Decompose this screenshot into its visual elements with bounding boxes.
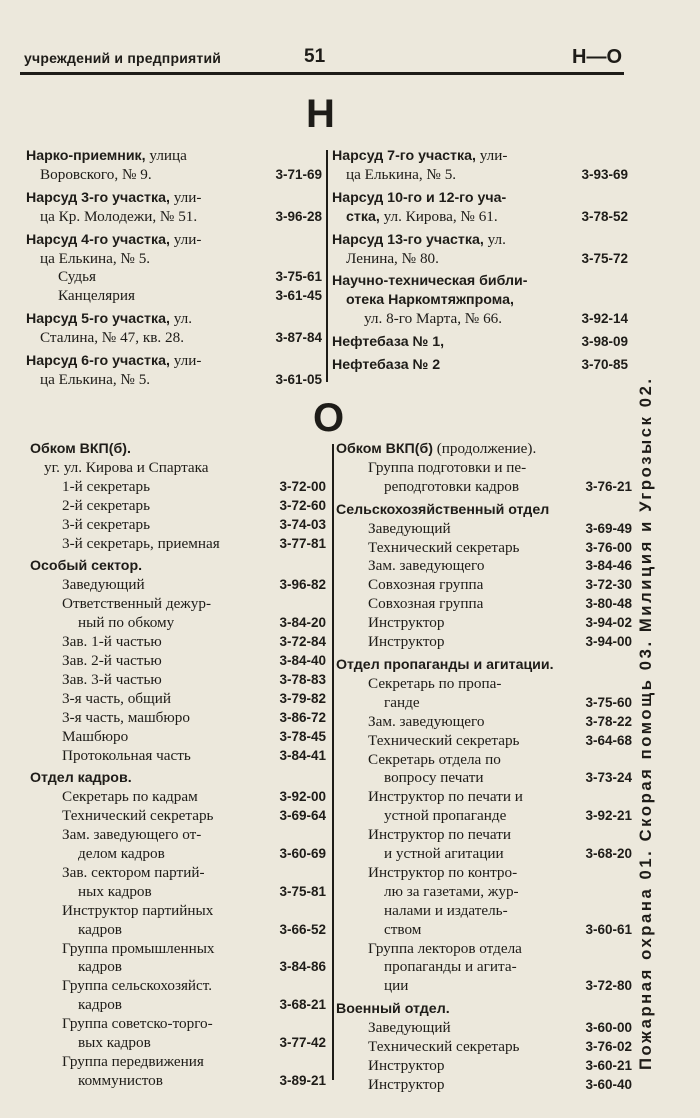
column-divider-n xyxy=(326,150,328,382)
entry-text: Нарсуд 3-го участка, ули- xyxy=(26,188,202,206)
directory-entry xyxy=(336,788,632,807)
directory-entry xyxy=(336,478,632,497)
entry-text: Группа сельскохозяйст. xyxy=(62,977,213,995)
directory-entry xyxy=(332,166,628,185)
entry-text: Технический секретарь xyxy=(368,538,520,556)
entry-text: кадров xyxy=(78,920,122,938)
directory-entry xyxy=(336,807,632,826)
directory-entry xyxy=(336,921,632,940)
entry-text: отека Наркомтяжпрома, xyxy=(346,292,514,309)
directory-entry xyxy=(336,633,632,652)
phone-number: 3-75-61 xyxy=(275,269,322,285)
phone-number: 3-84-40 xyxy=(279,652,326,668)
directory-entry xyxy=(30,864,326,883)
directory-entry xyxy=(336,1057,632,1076)
phone-number: 3-61-05 xyxy=(275,371,322,387)
entry-text: Совхозная группа xyxy=(368,595,484,613)
o-right-column xyxy=(336,440,632,1095)
directory-entry xyxy=(332,291,628,310)
phone-number: 3-73-24 xyxy=(585,770,632,786)
entry-text: Сельскохозяйственный отдел xyxy=(336,501,550,518)
directory-entry xyxy=(336,1038,632,1057)
entry-text: делом кадров xyxy=(78,845,165,863)
entry-text: Ленина, № 80. xyxy=(346,249,439,267)
directory-entry xyxy=(332,147,628,166)
directory-entry xyxy=(336,713,632,732)
entry-text: Инструктор по печати и xyxy=(368,788,523,806)
entry-text: ством xyxy=(384,920,422,938)
directory-entry xyxy=(336,614,632,633)
entry-text: вопросу печати xyxy=(384,769,484,787)
entry-text: Зав. 2-й частью xyxy=(62,651,162,669)
phone-number: 3-60-40 xyxy=(585,1076,632,1092)
entry-text: вых кадров xyxy=(78,1034,151,1052)
directory-entry xyxy=(336,675,632,694)
phone-number: 3-92-00 xyxy=(279,789,326,805)
phone-number: 3-76-02 xyxy=(585,1039,632,1055)
column-divider-o xyxy=(332,444,334,1080)
phone-number: 3-75-81 xyxy=(279,883,326,899)
phone-number: 3-75-72 xyxy=(581,250,628,266)
phone-number: 3-94-02 xyxy=(585,615,632,631)
directory-entry xyxy=(30,902,326,921)
directory-entry xyxy=(332,250,628,269)
entry-text: Воровского, № 9. xyxy=(40,165,152,183)
entry-text: 3-я часть, машбюро xyxy=(62,708,190,726)
phone-number: 3-96-82 xyxy=(279,577,326,593)
directory-entry xyxy=(336,520,632,539)
directory-entry xyxy=(336,883,632,902)
phone-number: 3-64-68 xyxy=(585,732,632,748)
directory-entry xyxy=(30,497,326,516)
directory-entry xyxy=(30,652,326,671)
n-left-column xyxy=(26,147,322,390)
phone-number: 3-72-30 xyxy=(585,577,632,593)
phone-number: 3-69-49 xyxy=(585,520,632,536)
directory-entry xyxy=(30,728,326,747)
phone-number: 3-72-80 xyxy=(585,978,632,994)
phone-number: 3-84-41 xyxy=(279,747,326,763)
directory-entry xyxy=(30,576,326,595)
directory-entry xyxy=(336,1000,632,1019)
entry-text: Секретарь отдела по xyxy=(368,750,501,768)
entry-text: 3-й секретарь, приемная xyxy=(62,534,220,552)
directory-entry xyxy=(336,751,632,770)
entry-text: Военный отдел. xyxy=(336,1001,450,1018)
entry-text: Нарсуд 5-го участка, ул. xyxy=(26,310,193,328)
entry-text: Инструктор xyxy=(368,614,445,632)
entry-text: пропаганды и агита- xyxy=(384,958,517,976)
entry-text: Технический секретарь xyxy=(62,807,214,825)
entry-text: Группа промышленных xyxy=(62,939,215,957)
phone-number: 3-76-21 xyxy=(585,478,632,494)
directory-entry xyxy=(336,576,632,595)
directory-entry xyxy=(336,826,632,845)
phone-number: 3-84-46 xyxy=(585,558,632,574)
entry-text: Группа советско-торго- xyxy=(62,1015,213,1033)
entry-text: Инструктор по печати xyxy=(368,826,512,844)
directory-entry xyxy=(332,231,628,250)
directory-entry xyxy=(30,516,326,535)
entry-text: Нарсуд 6-го участка, ули- xyxy=(26,352,202,370)
entry-text: Отдел пропаганды и агитации. xyxy=(336,656,554,673)
directory-entry xyxy=(336,694,632,713)
entry-text: Инструктор xyxy=(368,1075,445,1093)
directory-entry xyxy=(336,958,632,977)
directory-entry xyxy=(30,709,326,728)
directory-entry xyxy=(336,1019,632,1038)
phone-number: 3-92-21 xyxy=(585,808,632,824)
entry-text: Инструктор xyxy=(368,1057,445,1074)
directory-entry xyxy=(336,940,632,959)
directory-entry xyxy=(30,845,326,864)
entry-text: устной пропаганде xyxy=(384,807,507,825)
phone-number: 3-94-00 xyxy=(585,634,632,650)
entry-text: ца Елькина, № 5. xyxy=(346,165,457,183)
entry-text: ции xyxy=(384,977,409,995)
directory-entry xyxy=(30,557,326,576)
phone-number: 3-77-81 xyxy=(279,535,326,551)
entry-text: Нарсуд 13-го участка, ул. xyxy=(332,230,506,248)
running-header-left: учреждений и предприятий xyxy=(24,50,222,66)
directory-entry xyxy=(26,371,322,390)
directory-entry xyxy=(26,268,322,287)
directory-entry xyxy=(30,747,326,766)
entry-text: Протокольная часть xyxy=(62,746,191,764)
directory-entry xyxy=(332,272,628,291)
directory-entry xyxy=(30,1034,326,1053)
entry-text: 3-й секретарь xyxy=(62,515,151,533)
entry-text: Нефтебаза № 1, xyxy=(332,334,445,351)
directory-entry xyxy=(336,557,632,576)
phone-number: 3-75-60 xyxy=(585,694,632,710)
phone-number: 3-76-00 xyxy=(585,539,632,555)
entry-text: Группа лекторов отдела xyxy=(368,939,522,957)
directory-entry xyxy=(26,208,322,227)
phone-number: 3-86-72 xyxy=(279,709,326,725)
directory-entry xyxy=(30,883,326,902)
directory-entry xyxy=(336,539,632,558)
phone-number: 3-87-84 xyxy=(275,330,322,346)
page-number: 51 xyxy=(304,46,326,67)
emergency-numbers-sidebar: Пожарная охрана 01. Скорая помощь 03. Милиция и Угрозыск 02. xyxy=(636,376,655,1070)
directory-entry xyxy=(26,329,322,348)
directory-entry xyxy=(336,501,632,520)
directory-entry xyxy=(336,459,632,478)
entry-text: Зам. заведующего xyxy=(368,712,485,730)
o-left-column xyxy=(30,440,326,1091)
directory-entry xyxy=(336,440,632,459)
directory-entry xyxy=(30,459,326,478)
entry-text: Технический секретарь xyxy=(368,731,520,749)
directory-entry xyxy=(26,310,322,329)
entry-text: кадров xyxy=(78,958,122,976)
entry-text: Заведующий xyxy=(368,1019,451,1037)
directory-entry xyxy=(30,1072,326,1091)
entry-text: Совхозная группа xyxy=(368,576,484,594)
entry-text: ца Елькина, № 5. xyxy=(40,370,151,388)
entry-text: Ответственный дежур- xyxy=(62,595,212,613)
phone-number: 3-79-82 xyxy=(279,690,326,706)
directory-entry xyxy=(30,614,326,633)
phone-number: 3-80-48 xyxy=(585,596,632,612)
header-rule xyxy=(20,72,624,75)
phone-number: 3-77-42 xyxy=(279,1035,326,1051)
phone-number: 3-68-21 xyxy=(279,997,326,1013)
directory-entry xyxy=(26,352,322,371)
entry-text: Сталина, № 47, кв. 28. xyxy=(40,329,184,347)
directory-entry xyxy=(336,1076,632,1095)
section-letter-o: О xyxy=(313,396,345,440)
phone-number: 3-71-69 xyxy=(275,166,322,182)
entry-text: Нарсуд 10-го и 12-го уча- xyxy=(332,189,507,206)
directory-entry xyxy=(332,310,628,329)
entry-text: Зав. 1-й частью xyxy=(62,633,162,651)
phone-number: 3-78-22 xyxy=(585,713,632,729)
directory-entry xyxy=(30,958,326,977)
directory-entry xyxy=(30,478,326,497)
entry-text: Технический секретарь xyxy=(368,1038,520,1056)
directory-entry xyxy=(30,788,326,807)
phone-number: 3-84-86 xyxy=(279,959,326,975)
phone-number: 3-92-14 xyxy=(581,311,628,327)
directory-entry xyxy=(30,595,326,614)
entry-text: Группа передвижения xyxy=(62,1053,204,1070)
entry-text: налами и издатель- xyxy=(384,901,508,919)
directory-entry xyxy=(30,535,326,554)
entry-text: Судья xyxy=(58,268,97,286)
entry-text: Зав. 3-й частью xyxy=(62,670,162,688)
entry-text: Обком ВКП(б) (продолжение). xyxy=(336,440,537,457)
directory-entry xyxy=(30,807,326,826)
directory-entry xyxy=(30,977,326,996)
entry-text: ца Кр. Молодежи, № 51. xyxy=(40,207,198,225)
directory-entry xyxy=(336,845,632,864)
directory-entry xyxy=(336,902,632,921)
entry-text: 2-й секретарь xyxy=(62,496,151,514)
directory-entry xyxy=(30,826,326,845)
directory-entry xyxy=(26,287,322,306)
phone-number: 3-61-45 xyxy=(275,288,322,304)
entry-text: Секретарь по кадрам xyxy=(62,788,198,806)
entry-text: стка, ул. Кирова, № 61. xyxy=(346,207,498,225)
directory-entry xyxy=(336,977,632,996)
entry-text: 1-й секретарь xyxy=(62,477,151,495)
phone-number: 3-72-60 xyxy=(279,497,326,513)
phone-number: 3-84-20 xyxy=(279,615,326,631)
entry-text: Отдел кадров. xyxy=(30,770,132,787)
entry-text: 3-я часть, общий xyxy=(62,689,171,707)
phone-number: 3-60-00 xyxy=(585,1020,632,1036)
entry-text: Научно-техническая библи- xyxy=(332,273,528,290)
directory-entry xyxy=(26,189,322,208)
directory-entry xyxy=(332,208,628,227)
phone-number: 3-89-21 xyxy=(279,1072,326,1088)
entry-text: Группа подготовки и пе- xyxy=(368,458,527,476)
entry-text: Секретарь по пропа- xyxy=(368,674,502,692)
directory-entry xyxy=(30,921,326,940)
directory-entry xyxy=(30,1053,326,1072)
directory-entry xyxy=(336,656,632,675)
phone-number: 3-60-61 xyxy=(585,921,632,937)
entry-text: Обком ВКП(б). xyxy=(30,441,131,457)
entry-text: Нарко-приемник, улица xyxy=(26,147,187,164)
directory-entry xyxy=(30,690,326,709)
entry-text: Зам. заведующего xyxy=(368,557,485,575)
running-header-range: Н—О xyxy=(572,46,622,68)
directory-entry xyxy=(332,189,628,208)
phone-number: 3-74-03 xyxy=(279,516,326,532)
directory-entry xyxy=(336,732,632,751)
directory-entry xyxy=(336,595,632,614)
phone-number: 3-78-52 xyxy=(581,208,628,224)
section-letter-n: Н xyxy=(306,92,335,136)
phone-number: 3-98-09 xyxy=(581,334,628,350)
phone-number: 3-70-85 xyxy=(581,357,628,373)
directory-entry xyxy=(30,1015,326,1034)
entry-text: и устной агитации xyxy=(384,845,504,863)
phone-number: 3-78-83 xyxy=(279,671,326,687)
phone-number: 3-69-64 xyxy=(279,808,326,824)
phone-number: 3-72-00 xyxy=(279,478,326,494)
entry-text: ца Елькина, № 5. xyxy=(40,249,151,267)
entry-text: реподготовки кадров xyxy=(384,477,520,495)
directory-entry xyxy=(26,250,322,269)
phone-number: 3-60-69 xyxy=(279,846,326,862)
directory-entry xyxy=(30,633,326,652)
directory-entry xyxy=(332,356,628,375)
entry-text: Нефтебаза № 2 xyxy=(332,357,441,374)
directory-entry xyxy=(26,147,322,166)
entry-text: Особый сектор. xyxy=(30,558,143,575)
directory-entry xyxy=(30,996,326,1015)
directory-entry xyxy=(30,769,326,788)
entry-text: коммунистов xyxy=(78,1071,163,1089)
entry-text: Инструктор партийных xyxy=(62,901,214,919)
entry-text: ных кадров xyxy=(78,882,152,900)
n-right-column xyxy=(332,147,628,375)
entry-text: Машбюро xyxy=(62,727,129,745)
directory-entry xyxy=(30,440,326,459)
directory-entry xyxy=(26,166,322,185)
phone-number: 3-66-52 xyxy=(279,921,326,937)
phone-number: 3-60-21 xyxy=(585,1058,632,1073)
entry-text: ный по обкому xyxy=(78,614,175,632)
phone-number: 3-96-28 xyxy=(275,208,322,224)
entry-text: лю за газетами, жур- xyxy=(384,882,519,900)
entry-text: Заведующий xyxy=(368,519,451,537)
directory-entry xyxy=(26,231,322,250)
entry-text: уг. ул. Кирова и Спартака xyxy=(44,458,209,476)
entry-text: Зав. сектором партий- xyxy=(62,863,205,881)
entry-text: ул. 8-го Марта, № 66. xyxy=(364,310,503,328)
directory-entry xyxy=(336,769,632,788)
directory-entry xyxy=(336,864,632,883)
phone-number: 3-78-45 xyxy=(279,728,326,744)
entry-text: Нарсуд 4-го участка, ули- xyxy=(26,230,202,248)
entry-text: Канцелярия xyxy=(58,287,135,305)
phone-number: 3-72-84 xyxy=(279,634,326,650)
directory-entry xyxy=(30,940,326,959)
phone-number: 3-68-20 xyxy=(585,846,632,862)
entry-text: Нарсуд 7-го участка, ули- xyxy=(332,147,508,164)
entry-text: кадров xyxy=(78,996,122,1014)
entry-text: Заведующий xyxy=(62,576,145,594)
entry-text: ганде xyxy=(384,693,420,711)
entry-text: Инструктор по контро- xyxy=(368,863,518,881)
directory-entry xyxy=(332,333,628,352)
phone-number: 3-93-69 xyxy=(581,166,628,182)
directory-entry xyxy=(30,671,326,690)
entry-text: Зам. заведующего от- xyxy=(62,826,202,844)
entry-text: Инструктор xyxy=(368,633,445,651)
